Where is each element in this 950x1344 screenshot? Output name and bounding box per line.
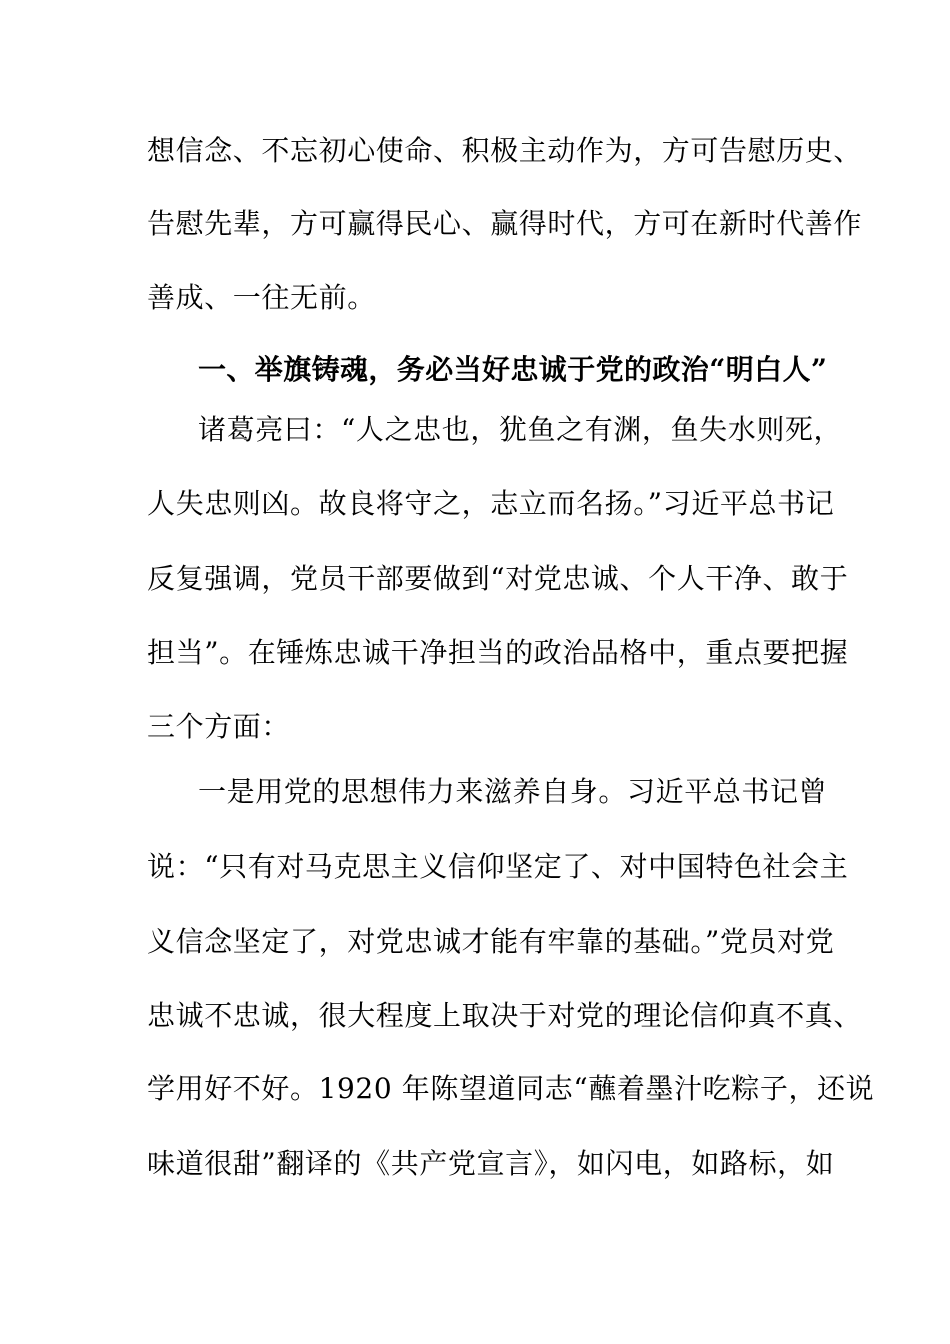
paragraph-line: 担当”。在锤炼忠诚干净担当的政治品格中，重点要把握: [147, 636, 849, 669]
paragraph-line: 想信念、不忘初心使命、积极主动作为，方可告慰历史、: [147, 134, 863, 167]
paragraph-line: 善成、一往无前。: [147, 281, 376, 314]
paragraph-line: 忠诚不忠诚，很大程度上取决于对党的理论信仰真不真、: [147, 999, 863, 1032]
paragraph-line: 义信念坚定了，对党忠诚才能有牢靠的基础。”党员对党: [147, 925, 835, 958]
paragraph-line: 反复强调，党员干部要做到“对党忠诚、个人干净、敢于: [147, 562, 849, 595]
section-heading: 一、举旗铸魂，务必当好忠诚于党的政治“明白人”: [198, 353, 828, 386]
paragraph-line: 说：“只有对马克思主义信仰坚定了、对中国特色社会主: [147, 850, 849, 883]
paragraph-line: 告慰先辈，方可赢得民心、赢得时代，方可在新时代善作: [147, 207, 863, 240]
paragraph-line: 一是用党的思想伟力来滋养自身。习近平总书记曾: [198, 775, 828, 808]
paragraph-line: 三个方面：: [147, 710, 291, 743]
paragraph-line: 人失忠则凶。故良将守之，志立而名扬。”习近平总书记: [147, 487, 835, 520]
paragraph-line: 味道很甜”翻译的《共产党宣言》，如闪电，如路标，如: [147, 1147, 835, 1180]
paragraph-line: 诸葛亮曰：“人之忠也，犹鱼之有渊，鱼失水则死，: [198, 413, 843, 446]
paragraph-line: 学用好不好。1920 年陈望道同志“蘸着墨汁吃粽子，还说: [147, 1072, 875, 1105]
